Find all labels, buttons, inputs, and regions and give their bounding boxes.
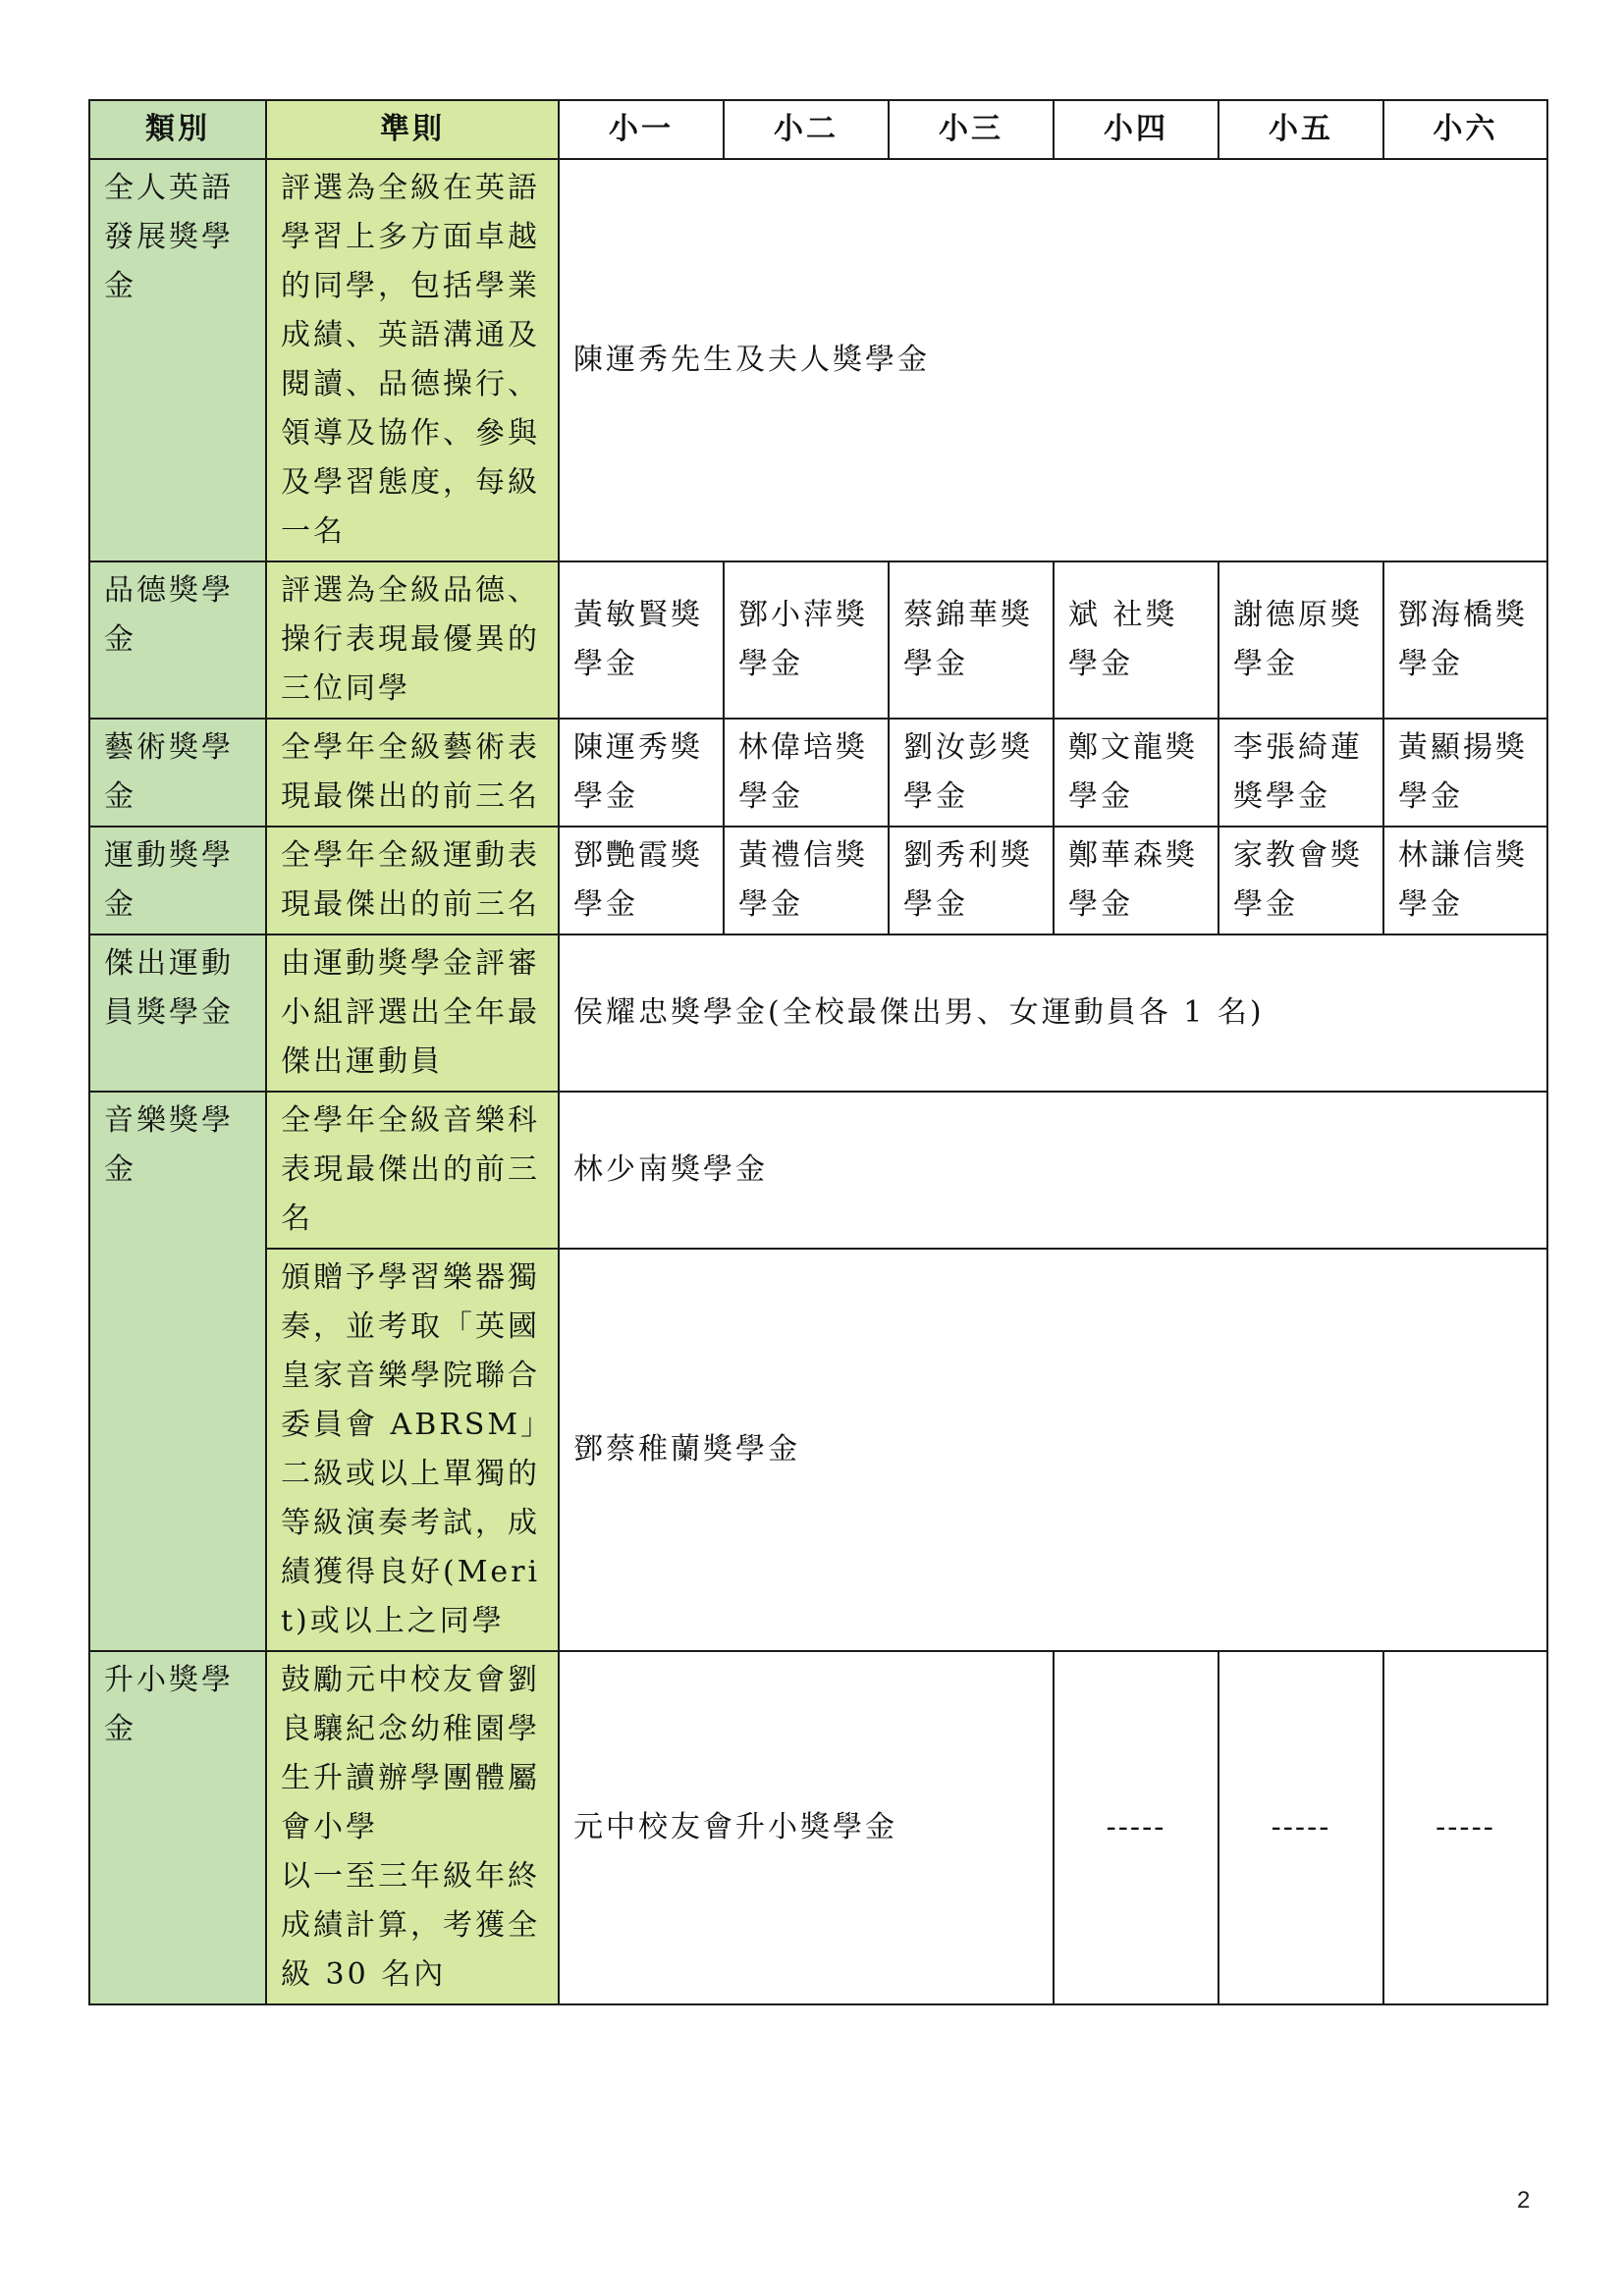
award-cell: 侯耀忠獎學金(全校最傑出男、女運動員各 1 名) <box>559 934 1547 1092</box>
criteria-cell: 評選為全級在英語學習上多方面卓越的同學，包括學業成績、英語溝通及閱讀、品德操行、領導及協作、參與及學習態度，每級一名 <box>266 159 559 561</box>
category-cell: 藝術獎學金 <box>89 719 266 827</box>
criteria-cell: 全學年全級藝術表現最傑出的前三名 <box>266 719 559 827</box>
header-p4: 小四 <box>1054 100 1218 159</box>
category-cell: 音樂獎學金 <box>89 1092 266 1651</box>
criteria-cell: 評選為全級品德、操行表現最優異的三位同學 <box>266 561 559 719</box>
award-cell-p3: 蔡錦華獎學金 <box>889 561 1054 719</box>
row-music-abrsm <box>89 1249 1547 1651</box>
header-category: 類別 <box>89 100 266 159</box>
row-english <box>89 159 1547 561</box>
award-cell-p4: 斌 社獎學金 <box>1054 561 1218 719</box>
row-sports <box>89 827 1547 934</box>
criteria-cell: 全學年全級音樂科表現最傑出的前三名 <box>266 1092 559 1249</box>
award-cell-p6: 鄧海橋獎學金 <box>1383 561 1547 719</box>
row-arts <box>89 719 1547 827</box>
row-music <box>89 1092 1547 1249</box>
award-cell: 林少南獎學金 <box>559 1092 1547 1249</box>
criteria-cell <box>266 1651 559 2004</box>
award-cell-p6: 黃顯揚獎學金 <box>1383 719 1547 827</box>
criteria-line: 鼓勵元中校友會劉良驤紀念幼稚園學生升讀辦學團體屬會小學 <box>281 1663 540 1844</box>
award-cell: 元中校友會升小獎學金 <box>559 1651 1054 2004</box>
award-cell: 鄧蔡稚蘭獎學金 <box>559 1249 1547 1651</box>
dash-cell-p5: ----- <box>1218 1651 1383 2004</box>
row-promotion <box>89 1651 1547 2004</box>
criteria-line: 以一至三年級年終成績計算，考獲全級 30 名內 <box>281 1859 540 1992</box>
header-p6: 小六 <box>1383 100 1547 159</box>
award-cell-p2: 鄧小萍獎學金 <box>724 561 889 719</box>
award-cell-p3: 劉汝彭獎學金 <box>889 719 1054 827</box>
award-cell: 陳運秀先生及夫人獎學金 <box>559 159 1547 561</box>
award-cell-p5: 謝德原獎學金 <box>1218 561 1383 719</box>
scholarship-table <box>88 99 1548 2005</box>
header-p2: 小二 <box>724 100 889 159</box>
award-cell-p1: 黃敏賢獎學金 <box>559 561 724 719</box>
criteria-cell: 由運動獎學金評審小組評選出全年最傑出運動員 <box>266 934 559 1092</box>
award-cell-p1: 陳運秀獎學金 <box>559 719 724 827</box>
header-p5: 小五 <box>1218 100 1383 159</box>
award-cell-p3: 劉秀利獎學金 <box>889 827 1054 934</box>
category-cell: 升小獎學金 <box>89 1651 266 2004</box>
category-cell: 品德獎學金 <box>89 561 266 719</box>
header-p1: 小一 <box>559 100 724 159</box>
header-row <box>89 100 1547 159</box>
category-cell: 運動獎學金 <box>89 827 266 934</box>
criteria-cell: 全學年全級運動表現最傑出的前三名 <box>266 827 559 934</box>
category-cell: 全人英語發展獎學金 <box>89 159 266 561</box>
category-cell: 傑出運動員獎學金 <box>89 934 266 1092</box>
award-cell-p5: 家教會獎學金 <box>1218 827 1383 934</box>
dash-cell-p4: ----- <box>1054 1651 1218 2004</box>
award-cell-p2: 林偉培獎學金 <box>724 719 889 827</box>
criteria-cell: 頒贈予學習樂器獨奏，並考取「英國皇家音樂學院聯合委員會 ABRSM」二級或以上單獨的等級演奏考試，成績獲得良好(Merit)或以上之同學 <box>266 1249 559 1651</box>
row-athlete <box>89 934 1547 1092</box>
award-cell-p4: 鄭華森獎學金 <box>1054 827 1218 934</box>
header-criteria: 準則 <box>266 100 559 159</box>
row-conduct <box>89 561 1547 719</box>
award-cell-p2: 黃禮信獎學金 <box>724 827 889 934</box>
header-p3: 小三 <box>889 100 1054 159</box>
page-number: 2 <box>1517 2187 1531 2214</box>
award-cell-p4: 鄭文龍獎學金 <box>1054 719 1218 827</box>
award-cell-p6: 林謙信獎學金 <box>1383 827 1547 934</box>
dash-cell-p6: ----- <box>1383 1651 1547 2004</box>
award-cell-p5: 李張綺蓮獎學金 <box>1218 719 1383 827</box>
award-cell-p1: 鄧艷霞獎學金 <box>559 827 724 934</box>
